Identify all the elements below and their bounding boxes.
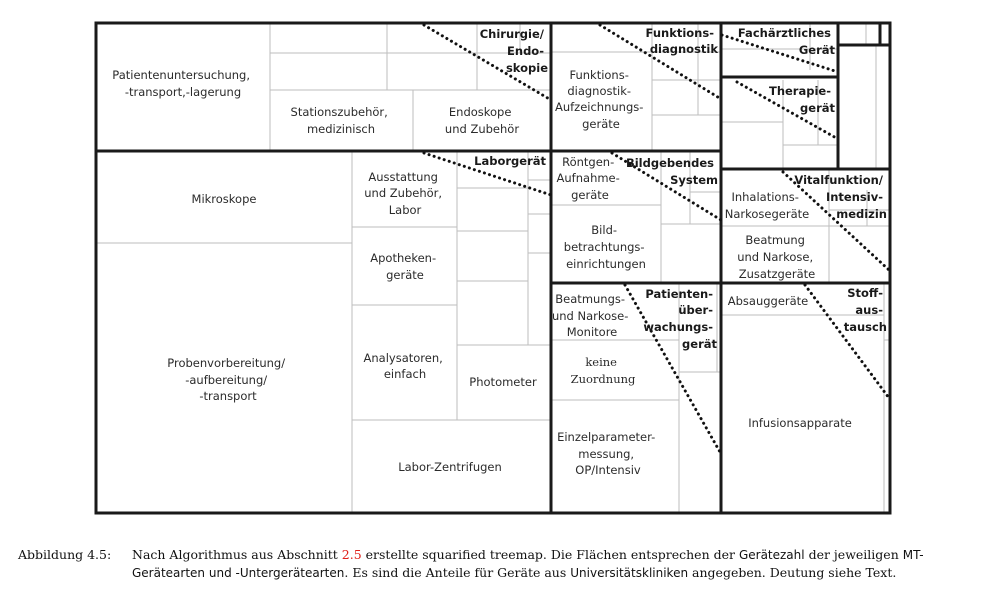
section-reference-link[interactable]: 2.5 [341,547,362,562]
label-absauggeraete: Absauggeräte [727,294,809,308]
label-bildbetrachtung: Bild- betrachtungs- einrichtungen [563,223,646,271]
subcategory-labels [112,68,851,477]
label-beatmungs-monitore: Beatmungs- und Narkose- Monitore [551,292,629,339]
group-label-funktionsdiagnostik: Funktions- diagnostik [645,26,718,56]
caption-term-mt: MT- [902,548,924,562]
caption-text-3: der jeweiligen [804,547,903,562]
group-label-bildgebend: Bildgebendes System [625,156,718,187]
caption-text-4: . Es sind die Anteile für Geräte aus [344,565,571,580]
label-infusionsapparate: Infusionsapparate [748,416,852,430]
label-ausstattung: Ausstattung und Zubehör, Labor [364,170,443,217]
label-apotheken: Apotheken- geräte [370,251,437,282]
label-patientenuntersuchung: Patientenuntersuchung, -transport,-lagerung [112,68,251,99]
label-keine-zuordnung: keine Zuordnung [570,355,636,386]
caption-label: Abbildung 4.5: [18,547,112,562]
group-label-patientenueberwachung: Patienten- über- wachungs- gerät [643,287,717,351]
label-roentgen: Röntgen- Aufnahme- geräte [556,155,620,202]
group-label-stoffaustausch: Stoff- aus- tausch [843,286,887,334]
caption-text-2: erstellte squarified treemap. Die Flächen entsprechen der [361,547,739,562]
label-stationszubehoer: Stationszubehör, medizinisch [290,105,388,136]
label-beatmung-zusatz: Beatmung und Narkose, Zusatzgeräte [737,233,816,281]
group-label-chirurgie: Chirurgie/ Endo- skopie [479,27,548,75]
group-label-facharzt: Fachärztliches Gerät [737,26,835,57]
group-label-laborgeraet: Laborgerät [474,154,546,168]
caption-term-geraetezahl: Gerätezahl [738,548,805,562]
caption-line-2 [18,564,968,582]
label-mikroskope: Mikroskope [191,192,257,206]
label-labor-zentrifugen: Labor-Zentrifugen [398,460,502,474]
caption-text-5: angegeben. Deutung siehe Text. [688,565,897,580]
caption-term-geraetearten: Gerätearten und -Untergerätearten [132,566,345,580]
caption-line-1 [18,546,968,564]
label-endoskope: Endoskope und Zubehör [444,105,520,136]
figure-caption [18,546,968,582]
caption-text-1: Nach Algorithmus aus Abschnitt [132,547,342,562]
label-einzelparameter: Einzelparameter- messung, OP/Intensiv [557,430,656,477]
label-funktionsdiagnostik-aufzeichnung: Funktions- diagnostik- Aufzeichnungs- geräte [554,68,644,131]
label-analysatoren: Analysatoren, einfach [363,351,443,381]
group-label-therapie: Therapie- gerät [768,84,835,115]
label-photometer: Photometer [469,375,537,389]
label-inhalation: Inhalations- Narkosegeräte [724,190,810,221]
group-label-vitalfunktion: Vitalfunktion/ Intensiv- medizin [794,173,887,221]
label-probenvorbereitung: Probenvorbereitung/ -aufbereitung/ -transport [167,356,286,403]
caption-term-universitaetskliniken: Universitätskliniken [570,566,689,580]
